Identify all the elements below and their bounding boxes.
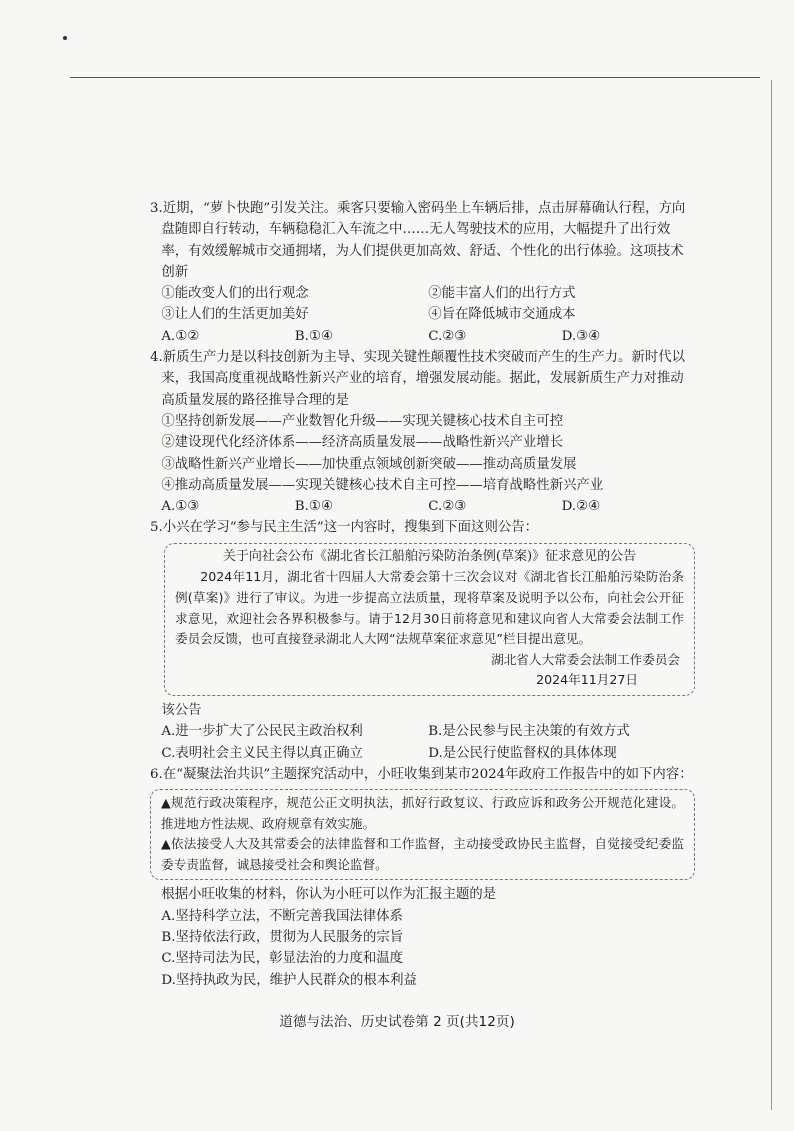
question-4-item: ③战略性新兴产业增长——加快重点领域创新突破——推动高质量发展 — [161, 456, 577, 472]
question-5-lead: 该公告 — [161, 702, 202, 718]
notice-date: 2024年11月27日 — [536, 672, 638, 688]
choice-b: B.①④ — [294, 328, 333, 344]
report-item: ▲规范行政决策程序，规范公正文明执法，抓好行政复议、行政应诉和政务公开规范化建设。推进地方性法规、政府规章有效实施。 — [161, 795, 684, 831]
question-3-item: ③让人们的生活更加美好 — [161, 307, 309, 323]
question-3-choices — [150, 326, 695, 347]
notice-box — [164, 543, 695, 696]
scan-speck — [63, 36, 67, 40]
choice-b: B.是公民参与民主决策的有效方式 — [428, 724, 630, 740]
question-3-items-row2 — [150, 304, 695, 325]
choice-d: D.②④ — [561, 499, 601, 515]
choice-a: A.①③ — [161, 499, 200, 515]
choice-a: A.进一步扩大了公民民主政治权利 — [161, 724, 363, 740]
notice-body: 2024年11月，湖北省十四届人大常委会第十三次会议对《湖北省长江船舶污染防治条例(草案)》进行了审议。为进一步提高立法质量，现将草案及说明予以公布，向社会公开征求意见，欢迎社会各界积极参与。请于12月30日前将意见和建议向省人大常委会法制工作委员会反馈，也可直接登录湖北人大网“法规草案征求意见”栏目提出意见。 — [175, 569, 684, 647]
choice-c: C.表明社会主义民主得以真正确立 — [161, 745, 363, 761]
question-3 — [150, 198, 695, 347]
page-footer: 道德与法治、历史试卷第 2 页(共12页) — [279, 1014, 515, 1030]
question-5-choices-row2 — [150, 743, 695, 764]
question-3-item: ①能改变人们的出行观念 — [161, 286, 309, 302]
report-box — [150, 789, 695, 880]
question-5 — [150, 517, 695, 763]
report-item: ▲依法接受人大及其常委会的法律监督和工作监督，主动接受政协民主监督，自觉接受纪委监委专责监督，诚恳接受社会和舆论监督。 — [161, 836, 684, 872]
question-6-lead: 根据小旺收集的材料，你认为小旺可以作为汇报主题的是 — [161, 887, 497, 903]
question-4-item: ①坚持创新发展——产业数智化升级——实现关键核心技术自主可控 — [161, 413, 564, 429]
choice-a: A.坚持科学立法，不断完善我国法律体系 — [161, 908, 403, 924]
choice-d: D.坚持执政为民，维护人民群众的根本利益 — [161, 972, 417, 988]
question-4-choices — [150, 496, 695, 517]
question-5-choices-row1 — [150, 721, 695, 742]
notice-title: 关于向社会公布《湖北省长江船舶污染防治条例(草案)》征求意见的公告 — [222, 548, 637, 564]
top-rule — [70, 77, 760, 78]
question-6-stem: 6.在“凝聚法治共识”主题探究活动中，小旺收集到某市2024年政府工作报告中的如下内容： — [150, 766, 693, 782]
question-4-item: ②建设现代化经济体系——经济高质量发展——战略性新兴产业增长 — [161, 435, 564, 451]
choice-b: B.坚持依法行政，贯彻为人民服务的宗旨 — [161, 930, 404, 946]
question-3-stem: 3.近期，“萝卜快跑”引发关注。乘客只要输入密码坐上车辆后排，点击屏幕确认行程，方向盘随即自行转动，车辆稳稳汇入车流之中……无人驾驶技术的应用，大幅提升了出行效率，有效缓解城市交通拥堵，为人们提供更加高效、舒适、个性化的出行体验。这项技术创新 — [150, 201, 686, 280]
question-3-item: ④旨在降低城市交通成本 — [428, 307, 576, 323]
choice-d: D.是公民行使监督权的具体体现 — [428, 745, 617, 761]
question-4-item: ④推动高质量发展——实现关键核心技术自主可控——培育战略性新兴产业 — [161, 477, 604, 493]
question-4-stem: 4.新质生产力是以科技创新为主导、实现关键性颠覆性技术突破而产生的生产力。新时代以来，我国高度重视战略性新兴产业的培育，增强发展动能。据此，发展新质生产力对推动高质量发展的路径推导合理的是 — [150, 350, 686, 408]
question-6 — [150, 764, 695, 991]
choice-c: C.②③ — [428, 328, 467, 344]
question-5-stem: 5.小兴在学习“参与民主生活”这一内容时，搜集到下面这则公告： — [150, 520, 539, 536]
notice-signature: 湖北省人大常委会法制工作委员会 — [491, 651, 680, 667]
page-edge — [771, 80, 772, 1110]
exam-content — [150, 198, 695, 991]
choice-d: D.③④ — [561, 328, 601, 344]
choice-b: B.①④ — [294, 499, 333, 515]
question-3-items-row1 — [150, 283, 695, 304]
choice-c: C.②③ — [428, 499, 467, 515]
choice-c: C.坚持司法为民，彰显法治的力度和温度 — [161, 951, 404, 967]
question-3-item: ②能丰富人们的出行方式 — [428, 286, 576, 302]
question-4 — [150, 347, 695, 517]
choice-a: A.①② — [161, 328, 200, 344]
